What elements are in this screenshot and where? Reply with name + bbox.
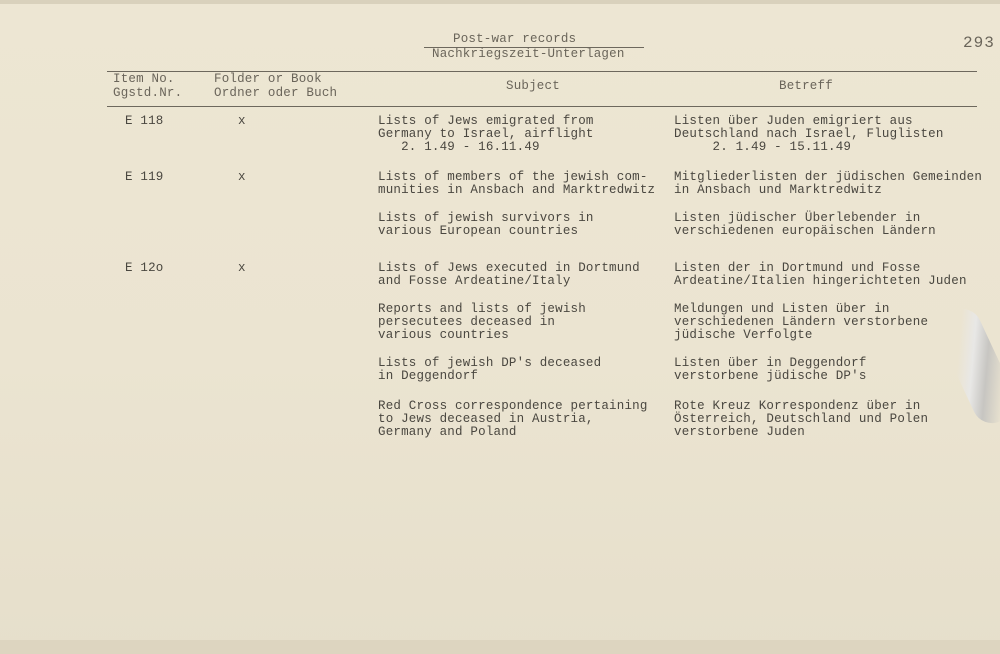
subject-line: Lists of jewish DP's deceased	[378, 356, 602, 370]
subject-line: to Jews deceased in Austria,	[378, 412, 594, 426]
betreff-line: jüdische Verfolgte	[674, 328, 813, 342]
tab-fold-mark	[932, 302, 1000, 429]
betreff-line: Listen über Juden emigriert aus	[674, 114, 913, 128]
subject-line: Lists of members of the jewish com-	[378, 170, 648, 184]
betreff-line: 2. 1.49 - 15.11.49	[674, 140, 852, 154]
page-number: 293	[963, 34, 995, 52]
betreff-line: verstorbene jüdische DP's	[674, 369, 867, 383]
subject-line: Germany and Poland	[378, 425, 517, 439]
subject-line: 2. 1.49 - 16.11.49	[378, 140, 540, 154]
subject-line: Lists of jewish survivors in	[378, 211, 594, 225]
row-folder-mark: x	[238, 170, 246, 184]
betreff-line: verschiedenen Ländern verstorbene	[674, 315, 929, 329]
betreff-line: Österreich, Deutschland und Polen	[674, 412, 929, 426]
column-header-item-en: Item No.	[113, 72, 175, 86]
betreff-line: Listen über in Deggendorf	[674, 356, 867, 370]
subject-line: and Fosse Ardeatine/Italy	[378, 274, 571, 288]
row-item-number: E 12o	[125, 261, 164, 275]
row-item-number: E 118	[125, 114, 164, 128]
betreff-line: Listen der in Dortmund und Fosse	[674, 261, 921, 275]
row-folder-mark: x	[238, 261, 246, 275]
betreff-line: Rote Kreuz Korrespondenz über in	[674, 399, 921, 413]
document-title: Post-war records	[453, 32, 577, 46]
subject-line: munities in Ansbach and Marktredwitz	[378, 183, 656, 197]
subject-line: Red Cross correspondence pertaining	[378, 399, 648, 413]
column-header-subject: Subject	[506, 79, 560, 93]
subject-line: Lists of Jews emigrated from	[378, 114, 594, 128]
column-header-item-de: Ggstd.Nr.	[113, 86, 183, 100]
paper-bottom-edge	[0, 640, 1000, 654]
subject-line: Lists of Jews executed in Dortmund	[378, 261, 640, 275]
subject-line: Germany to Israel, airflight	[378, 127, 594, 141]
header-bottom-rule	[107, 106, 977, 107]
betreff-line: in Ansbach und Marktredwitz	[674, 183, 882, 197]
column-header-betreff: Betreff	[779, 79, 833, 93]
betreff-line: Meldungen und Listen über in	[674, 302, 890, 316]
subject-line: various countries	[378, 328, 509, 342]
column-header-folder-de: Ordner oder Buch	[214, 86, 338, 100]
subject-line: persecutees deceased in	[378, 315, 556, 329]
row-item-number: E 119	[125, 170, 164, 184]
paper-top-edge	[0, 0, 1000, 4]
subject-line: in Deggendorf	[378, 369, 479, 383]
subject-line: various European countries	[378, 224, 579, 238]
betreff-line: Listen jüdischer Überlebender in	[674, 211, 921, 225]
betreff-line: Mitgliederlisten der jüdischen Gemeinden	[674, 170, 983, 184]
subject-line: Reports and lists of jewish	[378, 302, 586, 316]
betreff-line: verstorbene Juden	[674, 425, 805, 439]
betreff-line: Deutschland nach Israel, Fluglisten	[674, 127, 944, 141]
document-subtitle: Nachkriegszeit-Unterlagen	[432, 47, 625, 61]
column-header-folder-en: Folder or Book	[214, 72, 322, 86]
betreff-line: verschiedenen europäischen Ländern	[674, 224, 936, 238]
row-folder-mark: x	[238, 114, 246, 128]
betreff-line: Ardeatine/Italien hingerichteten Juden	[674, 274, 967, 288]
